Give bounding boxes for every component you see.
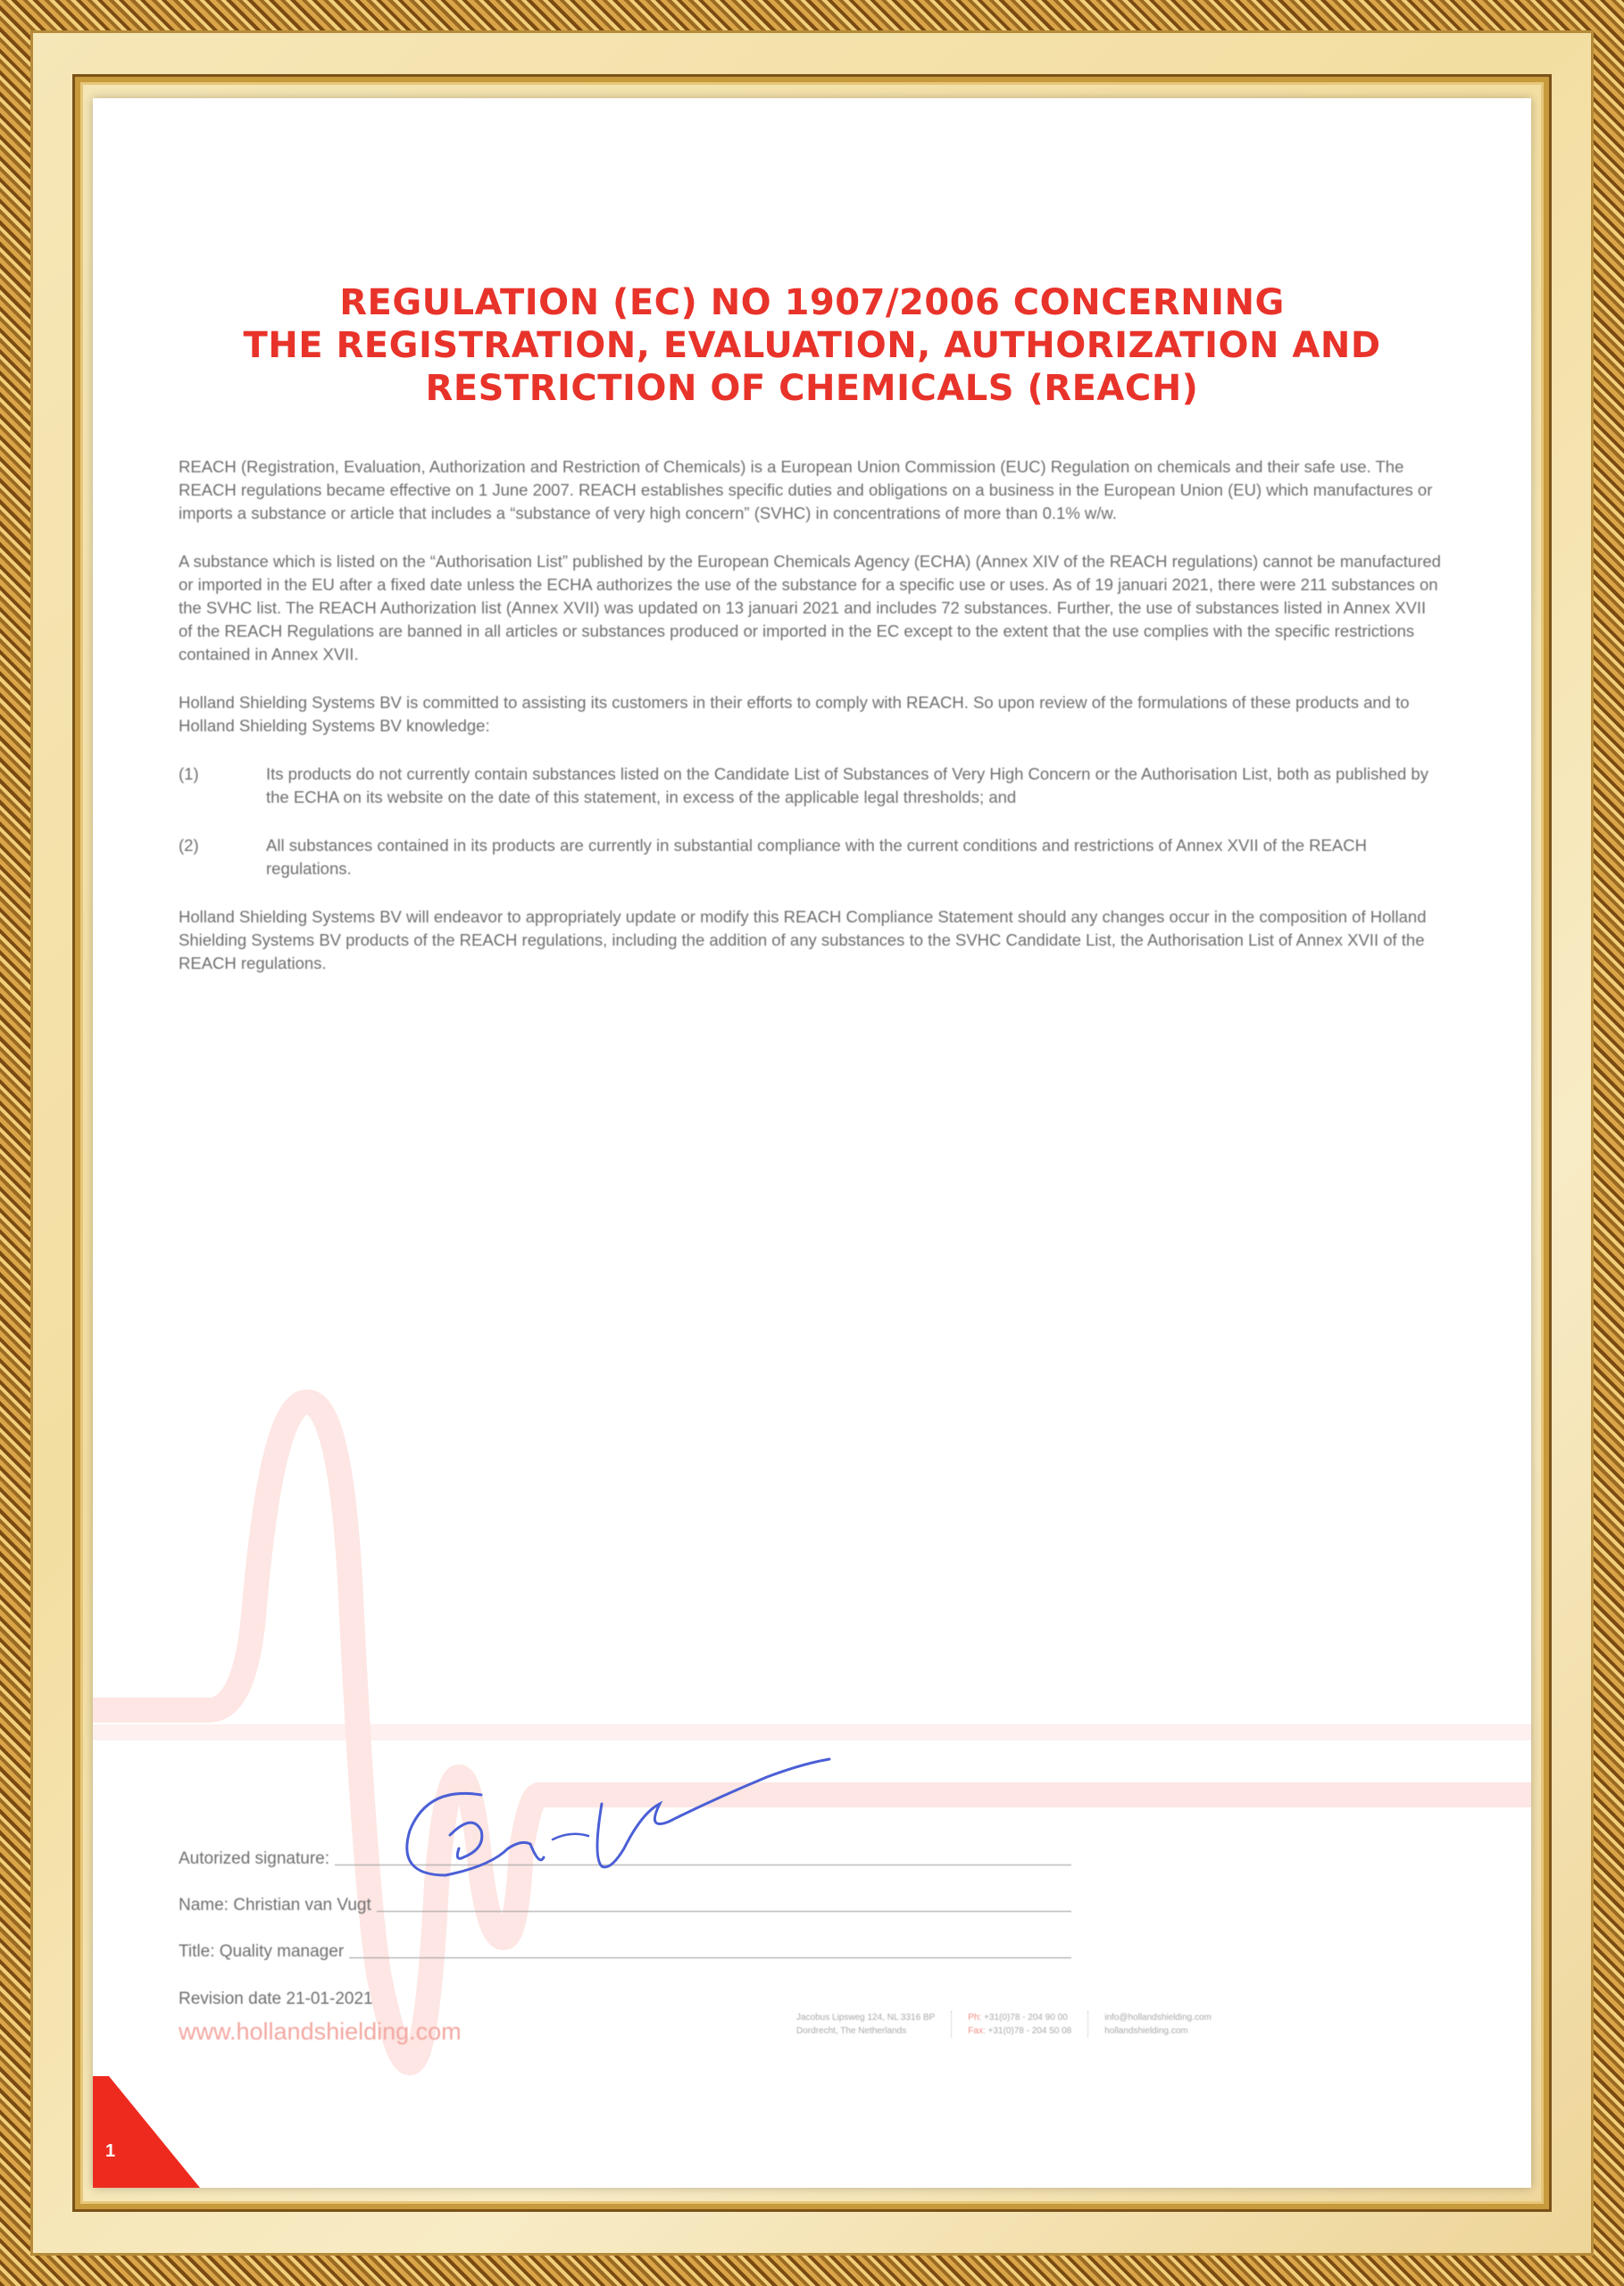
authorized-signature-label: Autorized signature: — [179, 1849, 329, 1868]
footer-contacts — [780, 2011, 1228, 2038]
title-row — [179, 1921, 1071, 1967]
document-body — [179, 455, 1442, 1000]
company-website: www.hollandshielding.com — [179, 2018, 462, 2045]
document-title — [93, 281, 1531, 410]
document-page — [93, 98, 1531, 2188]
revision-date: Revision date 21-01-2021 — [179, 1990, 373, 2008]
name-line — [377, 1911, 1071, 1912]
list-text: All substances contained in its products are currently in substantial compliance with the current conditions and restrictions of Annex XVII of the REACH regulations. — [266, 836, 1367, 878]
list-number: (2) — [179, 836, 199, 855]
page-number: 1 — [105, 2141, 116, 2161]
title-line-3: RESTRICTION OF CHEMICALS (REACH) — [425, 368, 1199, 409]
paragraph-commitment: Holland Shielding Systems BV is committed to assisting its customers in their efforts to comply with REACH. So upon review of the formulations of these products and to Holland Shielding Systems BV knowledge: — [179, 693, 1410, 735]
list-item — [179, 834, 1442, 880]
signer-name-label: Name: Christian van Vugt — [179, 1896, 371, 1915]
paragraph-authorisation: A substance which is listed on the “Authorisation List” published by the European Chemicals Agency (ECHA) (Annex XIV of the REACH regulations) cannot be manufactured or imported in the EU after a fixed date unless the ECHA authorizes the use of the substance for a specific use or uses. As of 19 januari 2021, there were 211 substances on the SVHC list. The REACH Authorization list (Annex XVII) was updated on 13 januari 2021 and includes 72 substances. Further, the use of substances listed in Annex XVII of the REACH Regulations are banned in all articles or substances produced or imported in the EC except to the extent that the use complies with the specific restrictions contained in Annex XVII. — [179, 552, 1441, 663]
list-item — [179, 763, 1442, 809]
page-corner-marker — [93, 2076, 200, 2188]
signer-title-label: Title: Quality manager — [179, 1942, 345, 1961]
paragraph-intro: REACH (Registration, Evaluation, Authorization and Restriction of Chemicals) is a European Union Commission (EUC) Regulation on chemicals and their safe use. The REACH regulations became effective on 1 June 2007. REACH establishes specific duties and obligations on a business in the European Union (EU) which manufactures or imports a substance or article that includes a “substance of very high concern” (SVHC) in concentrations of more than 0.1% w/w. — [179, 457, 1433, 522]
title-line-2: THE REGISTRATION, EVALUATION, AUTHORIZATION AND — [243, 325, 1381, 366]
title-line — [349, 1957, 1071, 1958]
handwritten-signature — [374, 1750, 847, 1893]
paragraph-closing: Holland Shielding Systems BV will endeavor to appropriately update or modify this REACH Compliance Statement should any changes occur in the composition of Holland Shielding Systems BV products of the REACH regulations, including the addition of any substances to the SVHC Candidate List, the Authorisation List of Annex XVII of the REACH regulations. — [179, 907, 1427, 972]
title-line-1: REGULATION (EC) NO 1907/2006 CONCERNING — [339, 282, 1285, 323]
footer-phone-fax: Ph: +31(0)78 - 204 90 00 Fax: +31(0)78 - 204 50 08 — [951, 2011, 1087, 2038]
list-text: Its products do not currently contain substances listed on the Candidate List of Substances of Very High Concern or the Authorisation List, both as published by the ECHA on its website on the date of this statement, in excess of the applicable legal thresholds; and — [266, 764, 1428, 806]
footer-email-web: info@hollandshielding.com hollandshielding.com — [1087, 2011, 1228, 2038]
footer-address: Jacobus Lipsweg 124, NL 3316 BP Dordrecht, The Netherlands — [796, 2013, 936, 2036]
list-number: (1) — [179, 764, 199, 783]
